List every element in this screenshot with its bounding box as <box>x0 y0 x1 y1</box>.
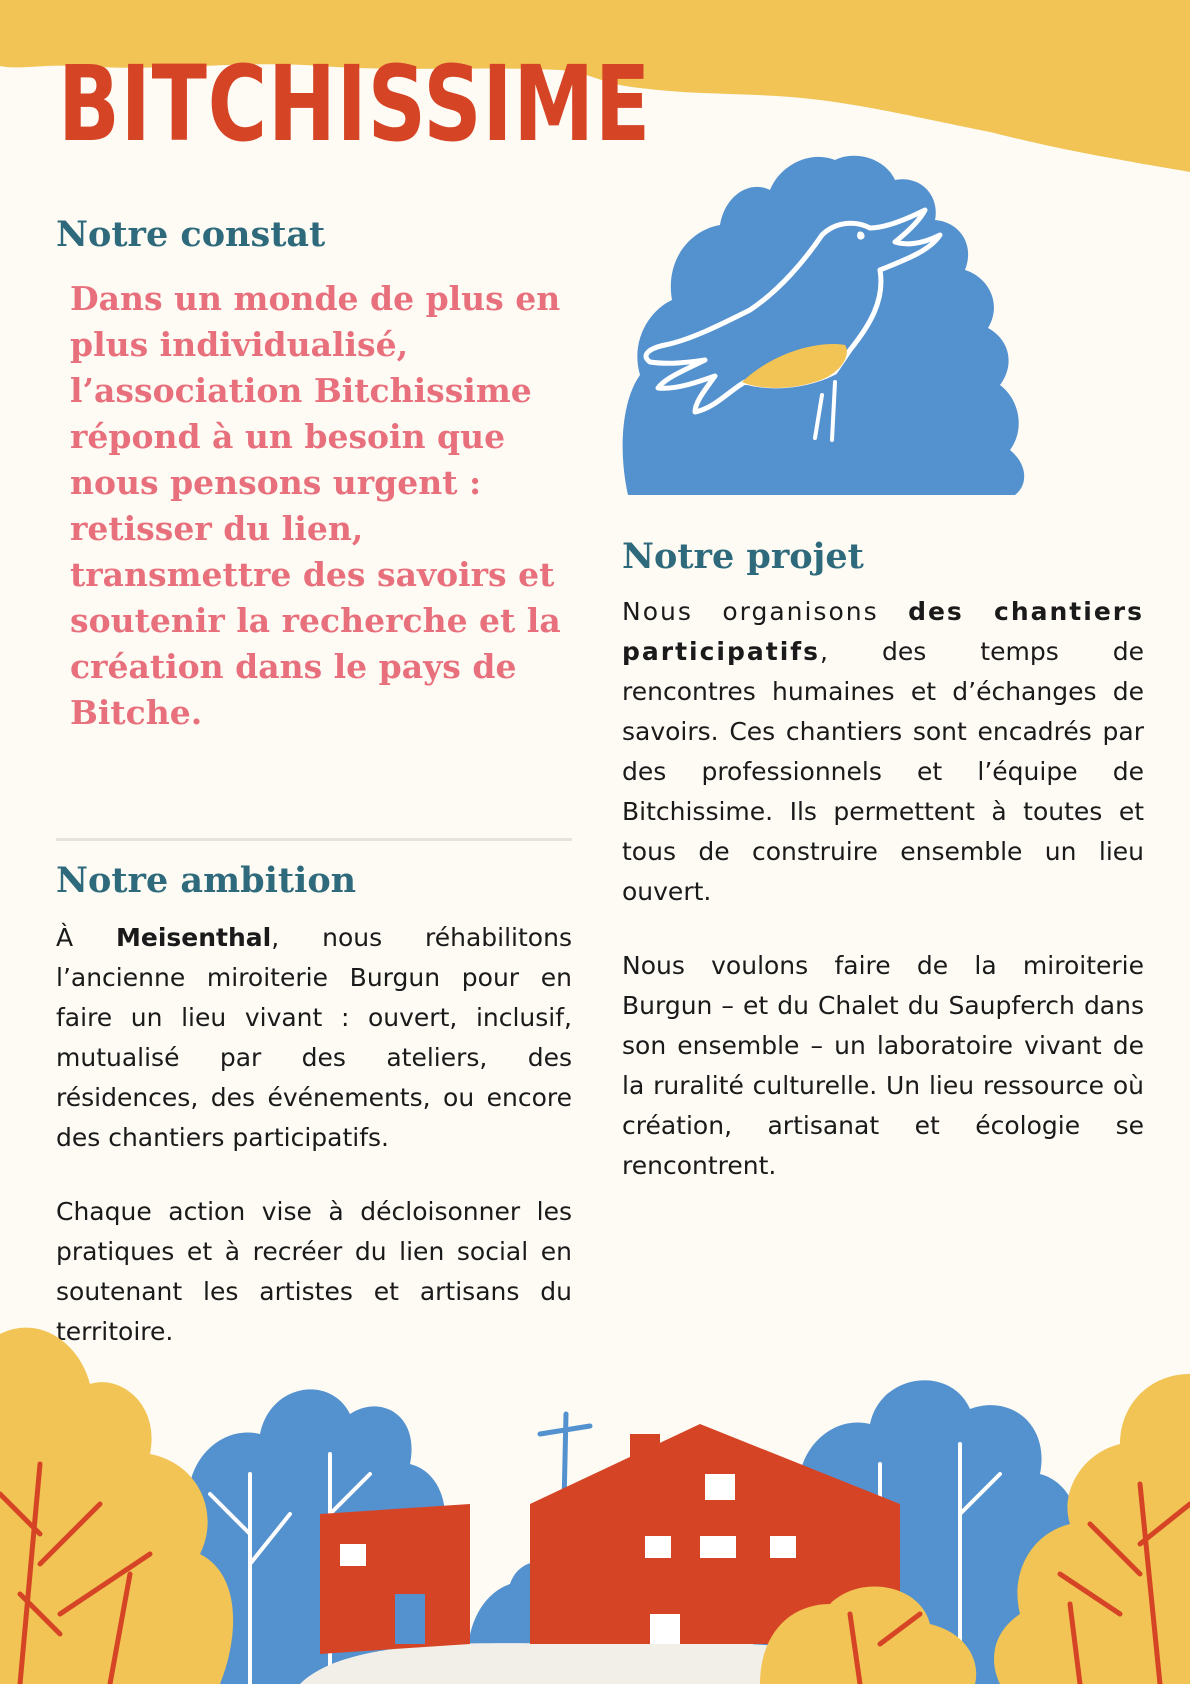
projet-paragraph-2: Nous voulons faire de la miroiterie Burgun – et du Chalet du Saupferch dans son ensemble – un laboratoire vivant de la ruralité culturelle. Un lieu ressource où création, artisanat et écologie se rencontrent. <box>622 951 1144 1180</box>
divider <box>56 838 572 841</box>
highlight-chantiers: des chantiers participatifs <box>622 597 1144 666</box>
place-name: Meisenthal <box>116 923 272 952</box>
heading-ambition: Notre ambition <box>56 860 357 901</box>
landscape-illustration <box>0 1314 1190 1684</box>
heading-constat: Notre constat <box>56 214 326 255</box>
ambition-paragraph-1: À Meisenthal, nous réhabilitons l’ancienne miroiterie Burgun pour en faire un lieu vivant : ouvert, inclusif, mutualisé par des ateliers, des résidences, des événements, ou encore des chantiers participatifs. <box>56 923 572 1152</box>
bird-icon <box>610 150 1030 500</box>
constat-lead: Dans un monde de plus en plus individualisé, l’association Bitchissime répond à un besoin que nous pensons urgent : retisser du lien, transmettre des savoirs et soutenir la recherche et la création dans le pays de Bitche. <box>70 279 561 732</box>
projet-paragraph-1: Nous organisons des chantiers participatifs, des temps de rencontres humaines et d’échanges de savoirs. Ces chantiers sont encadrés par des professionnels et l’équipe de Bitchissime. Ils permettent à toutes et tous de construire ensemble un lieu ouvert. <box>622 597 1144 906</box>
brand-title: BITCHISSIME <box>58 43 652 165</box>
heading-projet: Notre projet <box>622 536 864 577</box>
ambition-paragraph-2: Chaque action vise à décloisonner les pratiques et à recréer du lien social en soutenant les artistes et artisans du territoire. <box>56 1197 572 1346</box>
